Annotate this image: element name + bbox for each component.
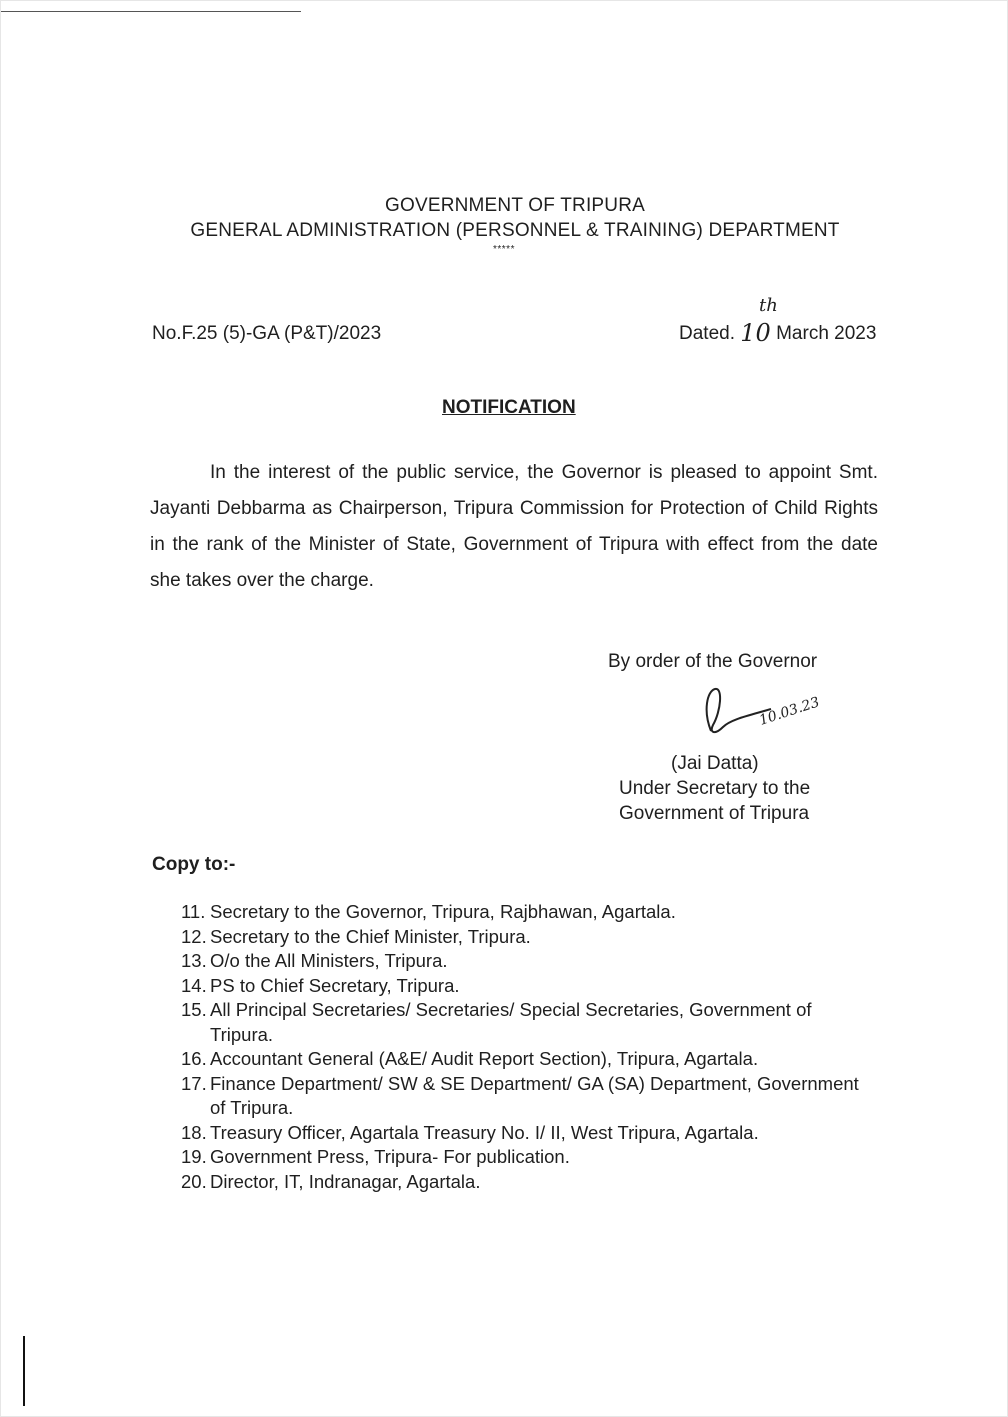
list-item-text: PS to Chief Secretary, Tripura. — [210, 974, 460, 996]
list-item-number: 12. — [181, 925, 207, 947]
government-title: GOVERNMENT OF TRIPURA — [384, 195, 646, 216]
list-item — [181, 1170, 861, 1195]
list-item-number: 11. — [181, 901, 206, 922]
list-item — [181, 1121, 861, 1146]
signatory-designation-line1: Under Secretary to the — [619, 778, 811, 799]
date-label: Dated. — [679, 323, 735, 344]
list-item-number: 13. — [181, 950, 207, 971]
list-item — [181, 998, 861, 1047]
list-item-number: 14. — [181, 974, 207, 996]
signatory-designation-line2: Government of Tripura — [619, 803, 810, 824]
list-item-number: 17. — [181, 1072, 207, 1094]
list-item-text: Accountant General (A&E/ Audit Report Section), Tripura, Agartala. — [210, 1048, 759, 1069]
list-item — [181, 1047, 861, 1072]
copy-to-heading: Copy to:- — [152, 854, 236, 875]
date-line — [679, 295, 877, 347]
notification-body-text: In the interest of the public service, the Governor is pleased to appoint Smt. Jayanti Debbarma as Chairperson, Tripura Commission for Protection of Child Rights in the rank of the Minister of State, Government of Tripura with effect from the date she takes over the charge. — [150, 462, 878, 591]
signatory-block — [619, 751, 810, 826]
list-item-number: 20. — [181, 1170, 207, 1192]
reference-number: No.F.25 (5)-GA (P&T)/2023 — [152, 323, 382, 344]
list-item-text: Secretary to the Governor, Tripura, Rajbhawan, Agartala. — [210, 901, 676, 922]
list-item — [181, 900, 861, 925]
header-stars: ***** — [493, 244, 515, 255]
date-day-suffix: th — [759, 295, 778, 316]
scan-edge-line — [1, 11, 301, 12]
list-item-text: Director, IT, Indranagar, Agartala. — [210, 1170, 481, 1192]
list-item — [181, 1145, 861, 1170]
scan-edge-mark — [23, 1336, 25, 1406]
signatory-name: (Jai Datta) — [671, 753, 759, 774]
list-item-text: Finance Department/ SW & SE Department/ GA (SA) Department, Government of Tripura. — [210, 1072, 859, 1118]
list-item — [181, 1072, 861, 1121]
list-item-text: Government Press, Tripura- For publication. — [210, 1146, 570, 1167]
list-item — [181, 949, 861, 974]
list-item-number: 18. — [181, 1121, 207, 1143]
copy-to-list — [181, 900, 861, 1194]
date-day: 10 — [740, 319, 771, 347]
list-item-text: Treasury Officer, Agartala Treasury No. I/ II, West Tripura, Agartala. — [210, 1121, 759, 1143]
department-title: GENERAL ADMINISTRATION (PERSONNEL & TRAINING) DEPARTMENT — [190, 220, 840, 241]
by-order-line: By order of the Governor — [608, 651, 818, 672]
list-item-text: All Principal Secretaries/ Secretaries/ Special Secretaries, Government of Tripura. — [210, 999, 812, 1045]
notification-body — [150, 455, 878, 599]
list-item-text: Secretary to the Chief Minister, Tripura. — [210, 925, 531, 947]
list-item — [181, 925, 861, 950]
list-item-number: 16. — [181, 1048, 207, 1069]
list-item-number: 19. — [181, 1146, 207, 1167]
signature-image — [701, 681, 841, 741]
list-item-number: 15. — [181, 999, 207, 1020]
notification-title: NOTIFICATION — [442, 397, 576, 418]
list-item-text: O/o the All Ministers, Tripura. — [210, 950, 448, 971]
date-month-year: March 2023 — [776, 323, 877, 344]
list-item — [181, 974, 861, 999]
signature-date: 10.03.23 — [757, 694, 822, 729]
